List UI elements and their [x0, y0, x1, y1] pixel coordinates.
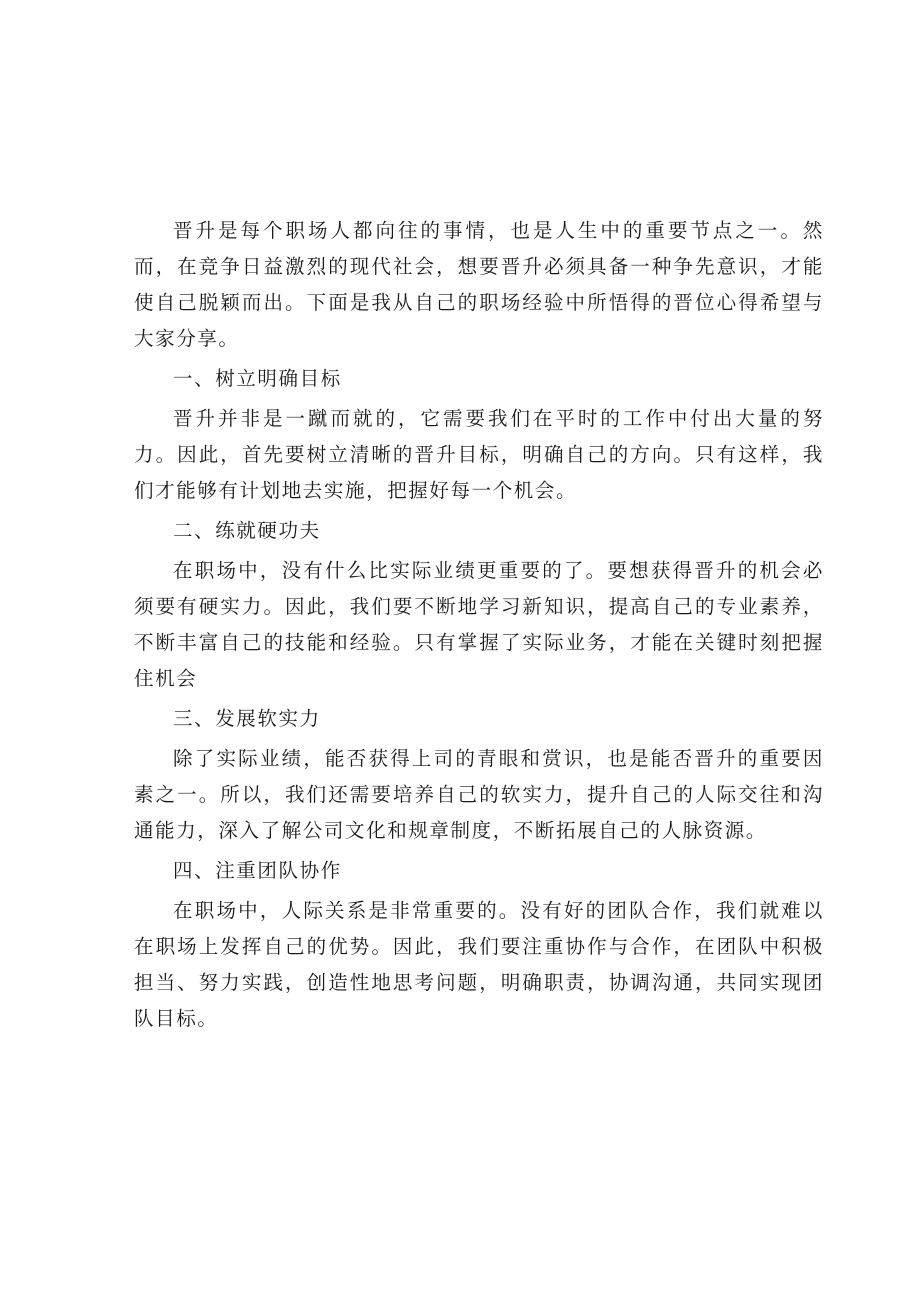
intro-paragraph: 晋升是每个职场人都向往的事情，也是人生中的重要节点之一。然而，在竞争日益激烈的现代社会，想要晋升必须具备一种争先意识，才能使自己脱颖而出。下面是我从自己的职场经验中所悟得的晋位心得希望与大家分享。 [134, 219, 824, 350]
section-paragraph: 晋升并非是一蹴而就的，它需要我们在平时的工作中付出大量的努力。因此，首先要树立清晰的晋升目标，明确自己的方向。只有这样，我们才能够有计划地去实施，把握好每一个机会。 [134, 407, 824, 502]
section-heading: 三、发展软实力 [173, 707, 321, 730]
section-heading: 二、练就硬功夫 [173, 519, 321, 542]
section-2 [134, 513, 824, 697]
section-paragraph: 在职场中，没有什么比实际业绩更重要的了。要想获得晋升的机会必须要有硬实力。因此，我们要不断地学习新知识，提高自己的专业素养，不断丰富自己的技能和经验。只有掌握了实际业务，才能在关键时刻把握住机会 [134, 559, 824, 690]
section-3 [134, 701, 824, 849]
section-heading: 一、树立明确目标 [173, 367, 342, 390]
section-paragraph: 在职场中，人际关系是非常重要的。没有好的团队合作，我们就难以在职场上发挥自己的优势。因此，我们要注重协作与合作，在团队中积极担当、努力实践，创造性地思考问题，明确职责，协调沟通，共同实现团队目标。 [134, 899, 824, 1030]
section-1 [134, 361, 824, 509]
section-paragraph: 除了实际业绩，能否获得上司的青眼和赏识，也是能否晋升的重要因素之一。所以，我们还需要培养自己的软实力，提升自己的人际交往和沟通能力，深入了解公司文化和规章制度，不断拓展自己的人脉资源。 [134, 747, 824, 842]
section-heading: 四、注重团队协作 [173, 859, 342, 882]
document-body [134, 213, 824, 1041]
section-4 [134, 853, 824, 1037]
